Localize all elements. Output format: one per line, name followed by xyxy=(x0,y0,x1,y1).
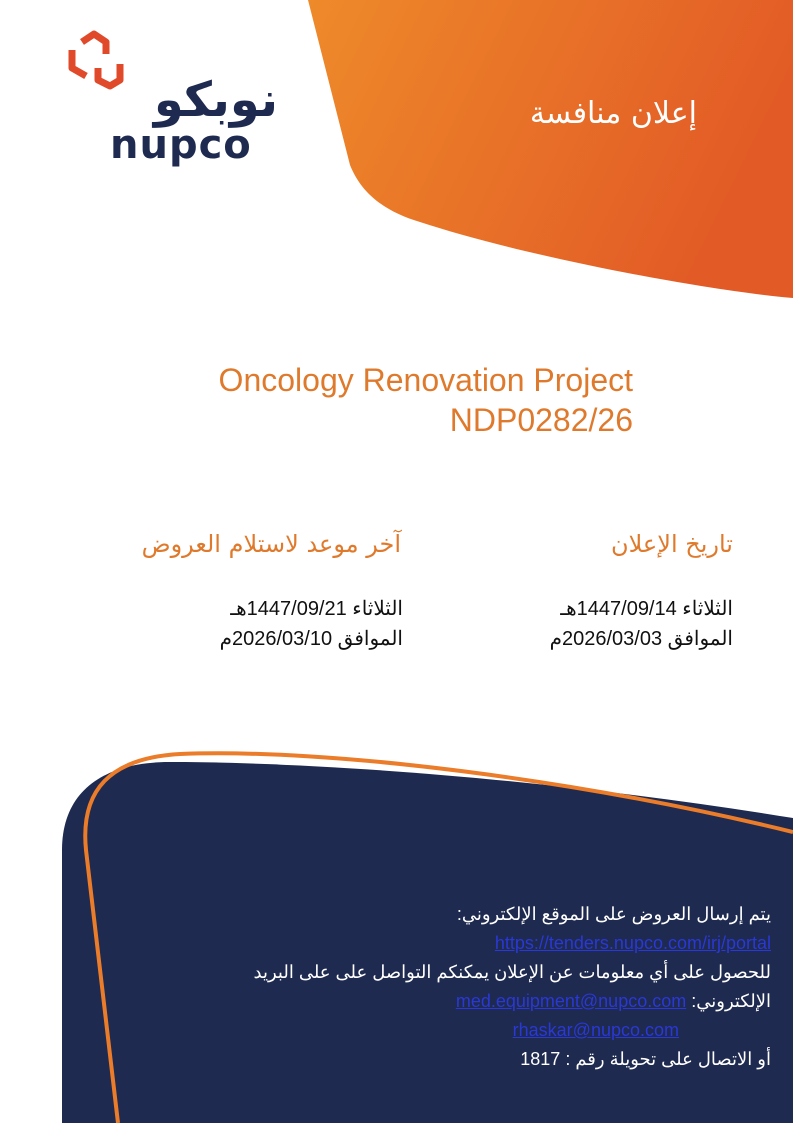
announcement-date-hijri: الثلاثاء 1447/09/14هـ xyxy=(560,598,733,620)
project-reference: NDP0282/26 xyxy=(449,402,633,438)
submit-text: يتم إرسال العروض على الموقع الإلكتروني: xyxy=(456,904,771,924)
deadline-heading: آخر موعد لاستلام العروض xyxy=(141,530,401,558)
phone-text: أو الاتصال على تحويلة رقم : 1817 xyxy=(520,1049,771,1069)
email-link-1[interactable]: med.equipment@nupco.com xyxy=(455,991,687,1011)
email-link-2[interactable]: rhaskar@nupco.com xyxy=(512,1020,679,1040)
announcement-date-values xyxy=(550,594,733,654)
page-title: إعلان منافسة xyxy=(529,96,697,131)
deadline-values xyxy=(220,594,403,654)
announcement-date-gregorian: الموافق 2026/03/03م xyxy=(549,628,733,650)
announcement-date-heading: تاريخ الإعلان xyxy=(610,530,733,558)
deadline-gregorian: الموافق 2026/03/10م xyxy=(219,628,403,650)
project-name: Oncology Renovation Project xyxy=(218,362,633,398)
footer-contact-info xyxy=(171,900,771,1074)
nupco-logo xyxy=(68,28,278,173)
logo-latin-name: nupco xyxy=(110,122,252,168)
logo-arabic-name: نوبكو xyxy=(153,72,278,128)
email-label: الإلكتروني: xyxy=(686,991,771,1011)
project-title xyxy=(33,360,633,440)
portal-link[interactable]: https://tenders.nupco.com/irj/portal xyxy=(494,933,771,953)
info-text: للحصول على أي معلومات عن الإعلان يمكنكم التواصل على على البريد xyxy=(253,962,771,982)
deadline-hijri: الثلاثاء 1447/09/21هـ xyxy=(230,598,403,620)
